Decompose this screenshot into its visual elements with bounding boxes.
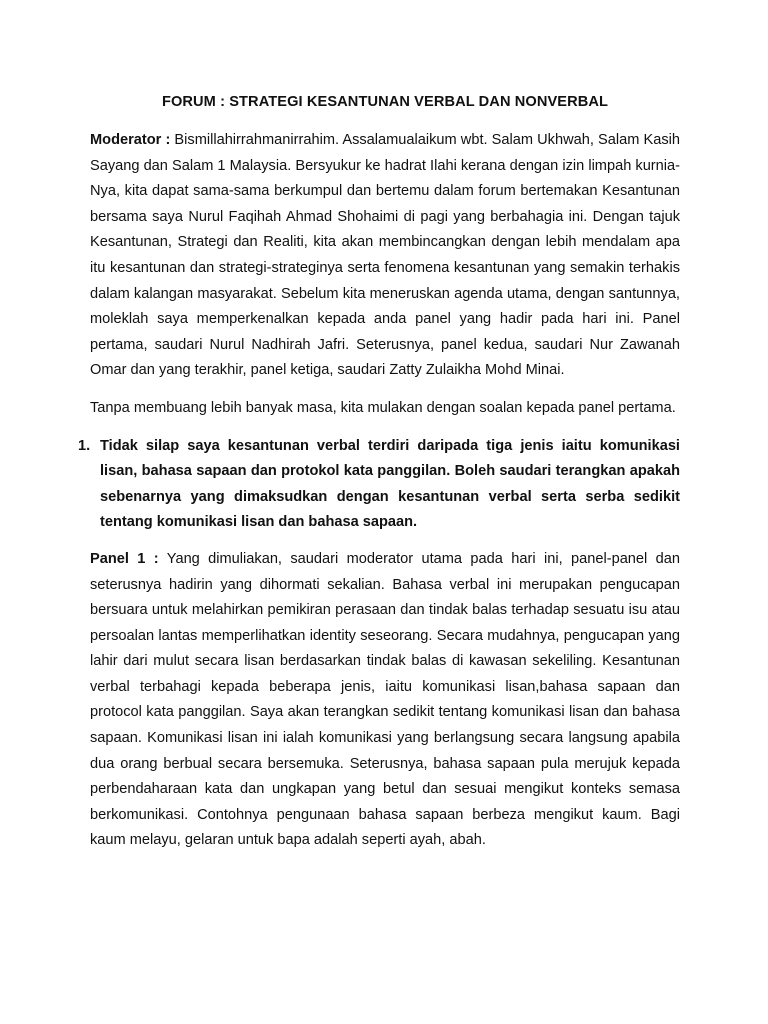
moderator-speaker-label: Moderator :	[90, 132, 171, 148]
document-title: FORUM : STRATEGI KESANTUNAN VERBAL DAN NONVERBAL	[161, 94, 609, 110]
panel-1-speaker-label: Panel 1 :	[90, 550, 159, 567]
question-1-number: 1.	[78, 437, 91, 454]
question-1-text: Tidak silap saya kesantunan verbal terdiri daripada tiga jenis iaitu komunikasi lisan, bahasa sapaan dan protokol kata panggilan. Boleh saudari terangkan apakah sebenarnya yang dimaksudkan dengan kesantunan verbal serta serba sedikit tentang komunikasi lisan dan bahasa sapaan.	[100, 437, 680, 531]
moderator-paragraph	[90, 128, 680, 384]
moderator-text: Bismillahirrahmanirrahim. Assalamualaikum wbt. Salam Ukhwah, Salam Kasih Sayang dan Salam 1 Malaysia. Bersyukur ke hadrat Ilahi kerana dengan izin limpah kurnia-Nya, kita dapat sama-sama berkumpul dan bertemu dalam forum bertemakan Kesantunan bersama saya Nurul Faqihah Ahmad Shohaimi di pagi yang berbahagia ini. Dengan tajuk Kesantunan, Strategi dan Realiti, kita akan membincangkan dengan lebih mendalam apa itu kesantunan dan strategi-strateginya serta fenomena kesantunan yang semakin terhakis dalam kalangan masyarakat. Sebelum kita meneruskan agenda utama, dengan santunnya, moleklah saya memperkenalkan kepada anda panel yang hadir pada hari ini. Panel pertama, saudari Nurul Nadhirah Jafri. Seterusnya, panel kedua, saudari Nur Zawanah Omar dan yang terakhir, panel ketiga, saudari Zatty Zulaikha Mohd Minai.	[90, 132, 680, 379]
question-1	[78, 434, 680, 536]
panel-1-paragraph	[90, 547, 680, 854]
transition-paragraph: Tanpa membuang lebih banyak masa, kita mulakan dengan soalan kepada panel pertama.	[90, 399, 676, 416]
panel-1-text: Yang dimuliakan, saudari moderator utama pada hari ini, panel-panel dan seterusnya hadirin yang dihormati sekalian. Bahasa verbal ini merupakan pengucapan bersuara untuk melahirkan pemikiran perasaan dan tindak balas terhadap sesuatu isu atau persoalan lantas memperlihatkan identity seseorang. Secara mudahnya, pengucapan yang lahir dari mulut secara lisan berdasarkan tindak balas di kawasan sekeliling. Kesantunan verbal terbahagi kepada beberapa jenis, iaitu komunikasi lisan,bahasa sapaan dan protocol kata panggilan. Saya akan terangkan sedikit tentang komunikasi lisan dan bahasa sapaan. Komunikasi lisan ini ialah komunikasi yang berlangsung secara langsung apabila dua orang berbual secara bersemuka. Seterusnya, bahasa sapaan pula merujuk kepada perbendaharaan kata dan ungkapan yang betul dan sesuai mengikut konteks semasa berkomunikasi. Contohnya pengunaan bahasa sapaan berbeza mengikut kaum. Bagi kaum melayu, gelaran untuk bapa adalah seperti ayah, abah.	[90, 550, 681, 849]
